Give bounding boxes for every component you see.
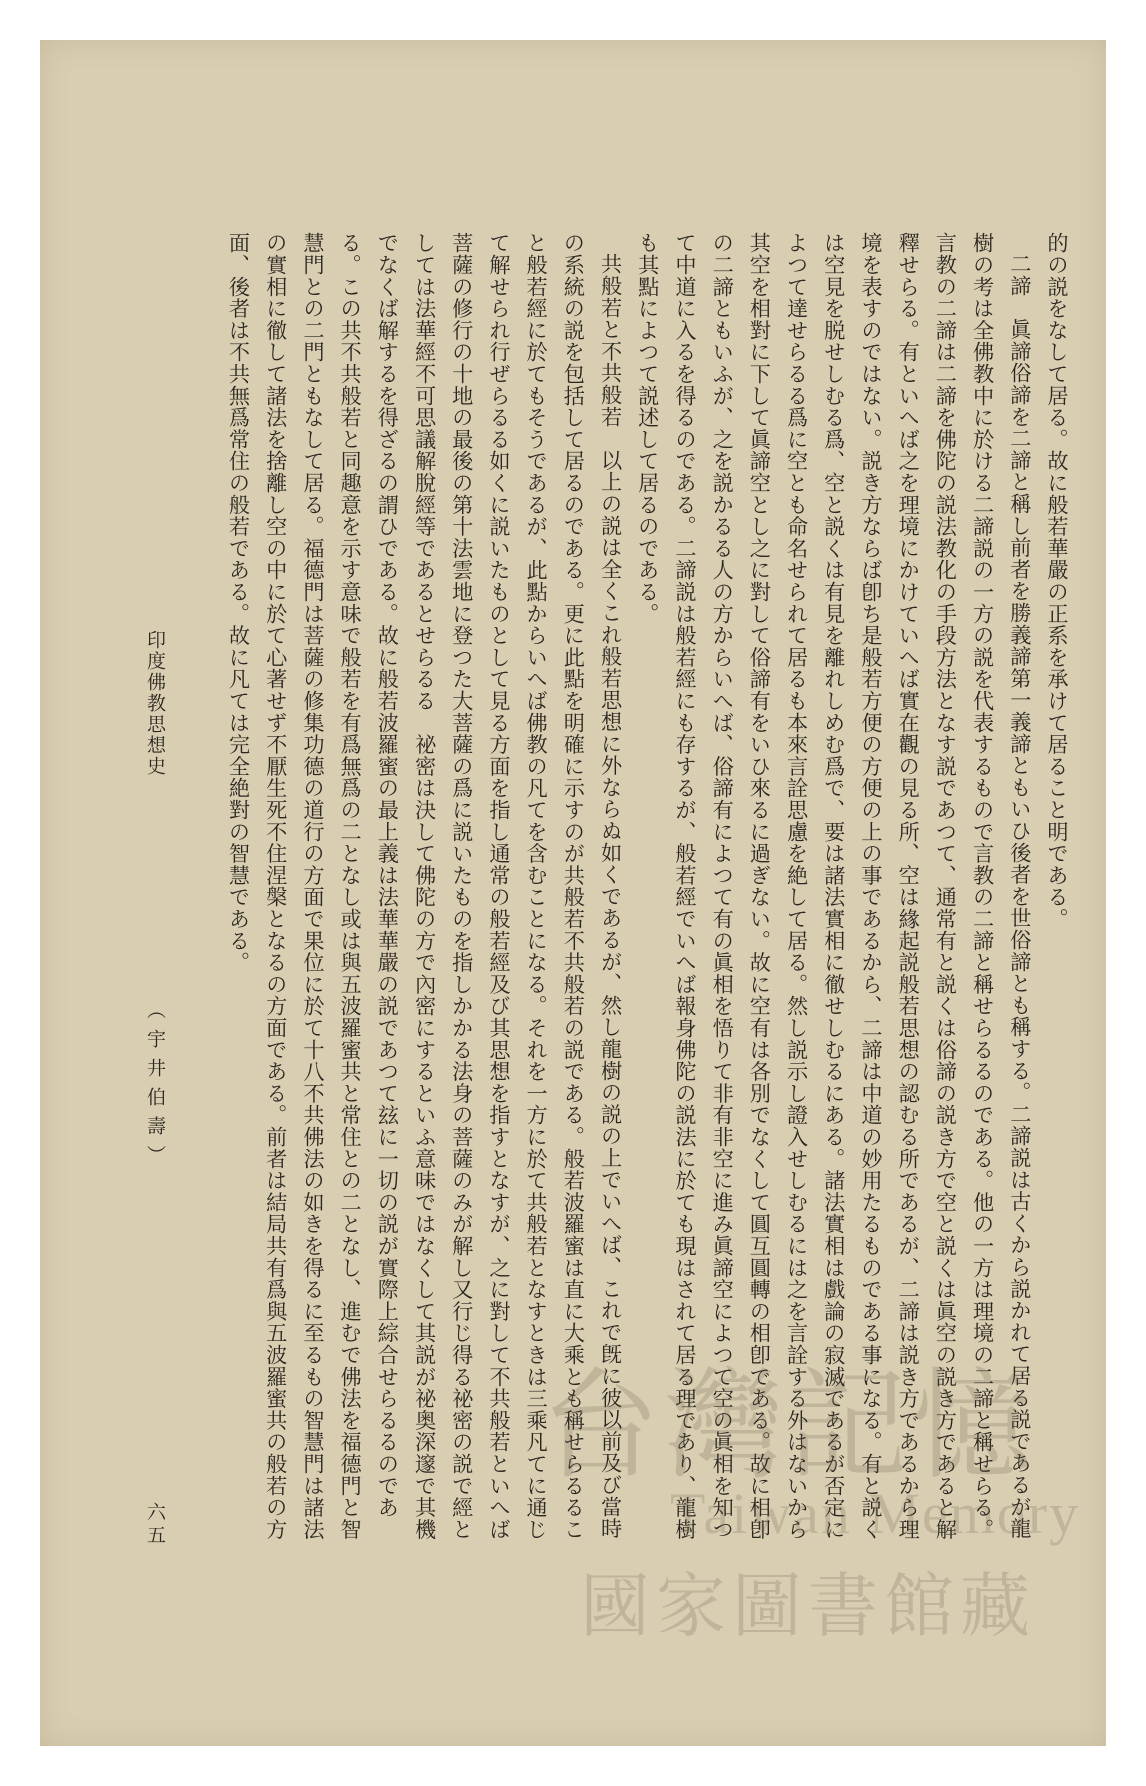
page-number: 六五 xyxy=(144,1502,166,1548)
watermark-english-text: Taiwan Memory xyxy=(670,1481,1081,1546)
watermark-sub-text: 國家圖書館藏 xyxy=(580,1565,1036,1647)
watermark-logo-text: 台灣記憶 xyxy=(540,1357,1036,1496)
paragraph-intro: 的の説をなして居る。故に般若華嚴の正系を承けて居ること明である。 xyxy=(1045,232,1070,930)
running-title: 印度佛教思想史 xyxy=(144,630,166,777)
paragraph-common-uncommon-prajna: 共般若と不共般若 以上の説は全くこれ般若思想に外ならぬ如くであるが、然し龍樹の説の上でいへば、これで旣に彼以前及び當時の系統の説を包括して居るのである。更に此點を明確に示すのが共般若不共般若の説である。般若波羅蜜は直に大乘とも稱せらるること般若經に於てもそうであるが、此點からいへば佛教の凡てを含むことになる。それを一方に於て共般若となすときは三乘凡てに通じて解せられ行ぜらるる如くに説いたものとして見る方面を指し通常の般若經及び其思想を指すとなすが、之に對して不共般若といへば菩薩の修行の十地の最後の第十法雲地に登つた大菩薩の爲に説いたものを指しかかる法身の菩薩のみが解し又行じ得る祕密の説で經としては法華經不可思議解脫經等であるとせらるる 祕密は決して佛陀の方で內密にするといふ意味ではなくして其説が祕奥深邃で其機でなくば解するを得ざるの謂ひである。故に般若波羅蜜の最上義は法華華嚴の説であつて玆に一切の説が實際上綜合せらるるのである。この共不共般若と同趣意を示す意味で般若を有爲無爲の二となし或は與五波羅蜜共と常住との二となし、進むで佛法を福德門と智慧門との二門ともなして居る。福德門は菩薩の修集功德の道行の方面で果位に於て十八不共佛法の如きを得るに至るもの智慧門は諸法の實相に徹して諸法を捨離し空の中に於て心著せず不厭生死不住涅槃となるの方面である。前者は結局共有爲與五波羅蜜共の般若の方面、後者は不共無爲常住の般若である。故に凡ては完全絶對の智慧である。 xyxy=(226,232,624,1540)
page-paper xyxy=(40,40,1106,1746)
running-author: （宇井伯壽） xyxy=(144,1000,166,1174)
body-text xyxy=(192,232,1076,1542)
paragraph-two-truths: 二諦 眞諦俗諦を二諦と稱し前者を勝義諦第一義諦ともいひ後者を世俗諦とも稱する。二諦説は古くから説かれて居る説であるが龍樹の考は全佛教中に於ける二諦説の一方の説を代表するもので言教の二諦と稱せらるるのである。他の一方は理境の二諦と稱せらる。言教の二諦は二諦を佛陀の説法教化の手段方法となす説であつて、通常有と説くは俗諦の説き方で空と説くは眞空の説き方であると解釋せらる。有といへば之を理境にかけていへば實在觀の見る所、空は緣起説般若思想の認むる所であるが、二諦は説き方であるから理境を表すのではない。説き方ならば卽ち是般若方便の方便の上の事であるから、二諦は中道の妙用たるものである事になる。有と説くは空見を脱せしむる爲、空と説くは有見を離れしめむ爲で、要は諸法實相に徹せしむるにある。諸法實相は戲論の寂滅であるが否定によつて達せらるる爲に空とも命名せられて居るも本來言詮思慮を絶して居る。然し説示し證入せしむるには之を言詮する外はないから其空を相對に下して眞諦空とし之に對して俗諦有をいひ來るに過ぎない。故に空有は各別でなくして圓互圓轉の相卽である。故に相卽の二諦ともいふが、之を説かるる人の方からいへば、俗諦有によつて有の眞相を悟りて非有非空に進み眞諦空によつて空の眞相を知つて中道に入るを得るのである。二諦説は般若經にも存するが、般若經でいへば報身佛陀の説法に於ても現はされて居る理であり、龍樹も其點によつて説述して居るのである。 xyxy=(635,232,1033,1540)
